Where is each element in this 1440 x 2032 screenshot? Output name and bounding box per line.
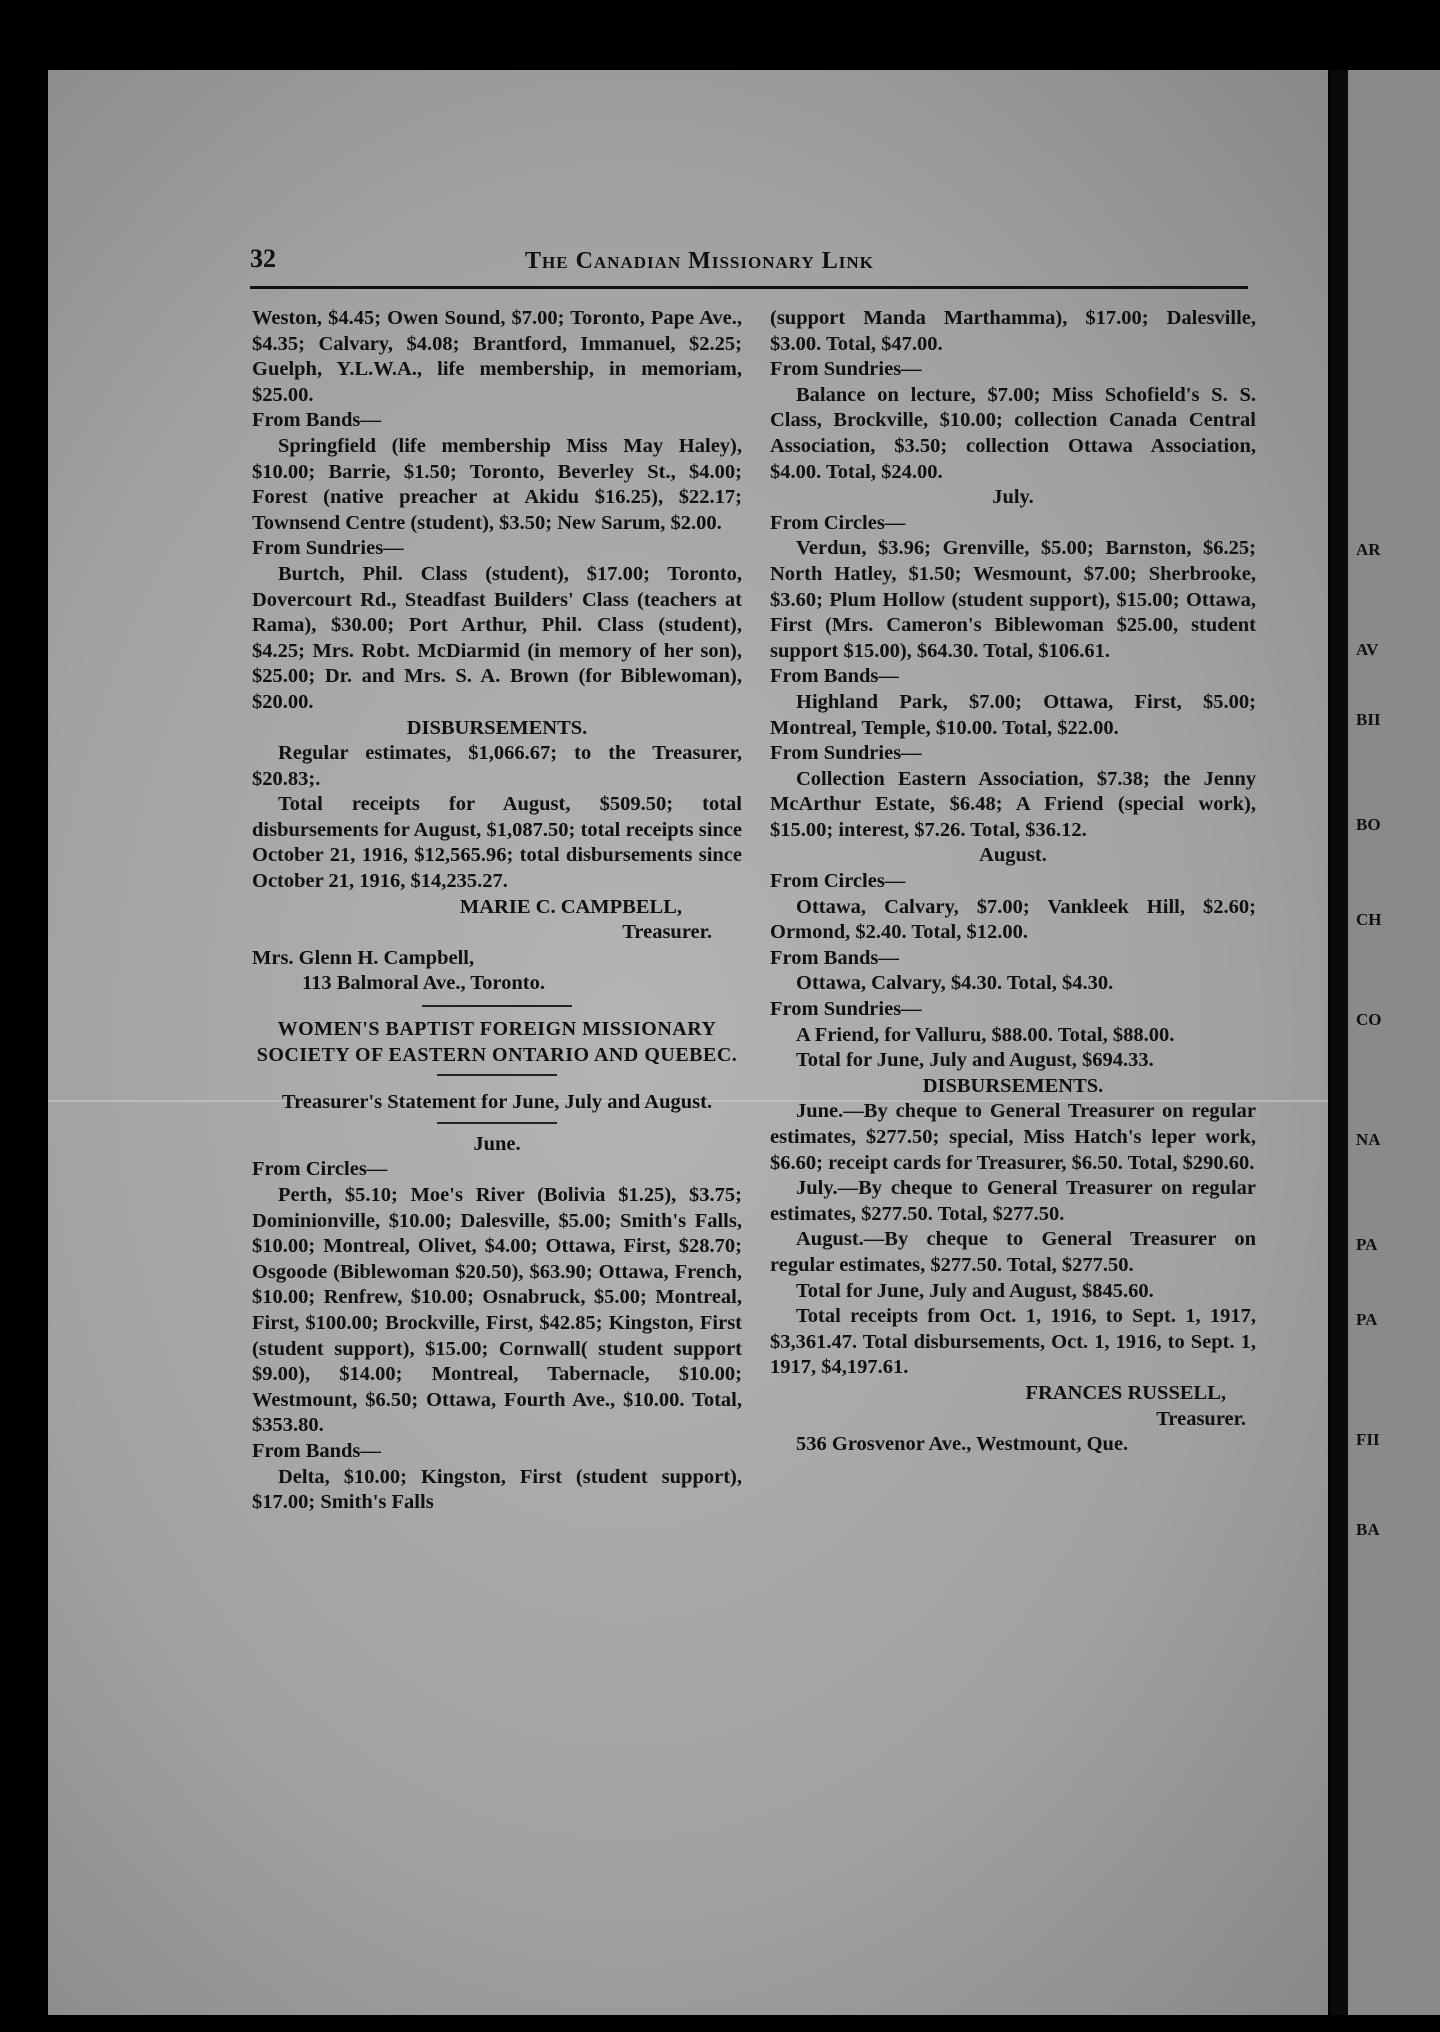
address-line: 536 Grosvenor Ave., Westmount, Que.: [796, 1433, 1129, 1456]
divider: [437, 1074, 557, 1076]
left-column: [252, 306, 742, 1516]
next-page-fragment: BA: [1356, 1520, 1380, 1539]
paragraph: Delta, $10.00; Kingston, First (student support), $17.00; Smith's Falls: [252, 1465, 742, 1514]
divider: [437, 1122, 557, 1124]
running-title: The Canadian Missionary Link: [525, 248, 874, 274]
paragraph: Total receipts from Oct. 1, 1916, to Sept. 1, 1917, $3,361.47. Total disbursements, Oct. 1, 1916, to Sept. 1, 1917, $4,197.61.: [770, 1305, 1256, 1379]
section-heading: From Bands—: [770, 665, 899, 688]
paragraph: Burtch, Phil. Class (student), $17.00; Toronto, Dovercourt Rd., Steadfast Builders' Class (teachers at Rama), $30.00; Port Arthur, Phil. Class (student), $4.25; Mrs. Robt. McDiarmid (in memory of her son), $25.00; Dr. and Mrs. S. A. Brown (for Biblewoman), $20.00.: [252, 562, 742, 713]
section-heading: DISBURSEMENTS.: [922, 1074, 1104, 1097]
paragraph: [770, 1176, 1256, 1227]
month-label: August.: [796, 1228, 864, 1251]
header-rule: [250, 286, 1248, 289]
month-label: June.: [796, 1100, 844, 1123]
paragraph: (support Manda Marthamma), $17.00; Dalesville, $3.00. Total, $47.00.: [770, 307, 1256, 355]
page-header: [250, 244, 1245, 286]
paragraph: Ottawa, Calvary, $4.30. Total, $4.30.: [796, 972, 1114, 995]
adjacent-page-edge: [1348, 70, 1440, 2015]
next-page-fragment: CO: [1356, 1010, 1382, 1029]
next-page-fragment: PA: [1356, 1310, 1378, 1329]
section-heading: From Sundries—: [770, 742, 922, 765]
paragraph: Verdun, $3.96; Grenville, $5.00; Barnston, $6.25; North Hatley, $1.50; Wesmount, $7.00; Sherbrooke, $3.60; Plum Hollow (student support), $15.00; Ottawa, First (Mrs. Cameron's Biblewoman $25.00, student support $15.00), $64.30. Total, $106.61.: [770, 537, 1256, 662]
section-heading: From Bands—: [252, 1439, 381, 1462]
section-heading: From Circles—: [770, 870, 906, 893]
page-gutter: [1330, 70, 1348, 2015]
signature-name: FRANCES RUSSELL,: [1025, 1381, 1226, 1404]
next-page-fragment: PA: [1356, 1235, 1378, 1254]
month-heading: July.: [992, 486, 1034, 509]
paragraph: Total for June, July and August, $694.33.: [796, 1049, 1154, 1072]
paragraph: Balance on lecture, $7.00; Miss Schofield's S. S. Class, Brockville, $10.00; collection Canada Central Association, $3.50; collection Ottawa Association, $4.00. Total, $24.00.: [770, 383, 1256, 483]
society-title: WOMEN'S BAPTIST FOREIGN MISSIONARY SOCIETY OF EASTERN ONTARIO AND QUEBEC.: [256, 1018, 738, 1066]
address-line: Mrs. Glenn H. Campbell,: [252, 946, 475, 969]
paragraph: Ottawa, Calvary, $7.00; Vankleek Hill, $2.60; Ormond, $2.40. Total, $12.00.: [770, 895, 1256, 944]
month-heading: June.: [473, 1132, 521, 1155]
right-column: [770, 306, 1256, 1458]
paragraph: Collection Eastern Association, $7.38; the Jenny McArthur Estate, $6.48; A Friend (special work), $15.00; interest, $7.26. Total, $36.12.: [770, 767, 1256, 841]
section-heading: From Sundries—: [252, 537, 404, 560]
section-heading: From Sundries—: [770, 998, 922, 1021]
section-heading: From Bands—: [252, 409, 381, 432]
next-page-fragment: FII: [1356, 1430, 1380, 1449]
next-page-fragment: NA: [1356, 1130, 1381, 1149]
section-heading: From Circles—: [252, 1158, 388, 1181]
paragraph: [770, 1227, 1256, 1278]
paragraph: Total for June, July and August, $845.60.: [796, 1279, 1154, 1302]
divider: [422, 1005, 572, 1007]
paragraph: Highland Park, $7.00; Ottawa, First, $5.00; Montreal, Temple, $10.00. Total, $22.00.: [770, 690, 1256, 739]
signature-title: Treasurer.: [1156, 1407, 1246, 1430]
section-heading: From Bands—: [770, 946, 899, 969]
section-heading: DISBURSEMENTS.: [406, 716, 588, 739]
next-page-fragment: BII: [1356, 710, 1381, 729]
next-page-fragment: BO: [1356, 815, 1381, 834]
paragraph: [770, 1099, 1256, 1176]
next-page-fragment: AR: [1356, 540, 1381, 559]
paragraph: Springfield (life membership Miss May Haley), $10.00; Barrie, $1.50; Toronto, Beverley St., $4.00; Forest (native preacher at Akidu $16.25), $22.17; Townsend Centre (student), $3.50; New Sarum, $2.00.: [252, 434, 742, 534]
section-heading: From Circles—: [770, 511, 906, 534]
signature-title: Treasurer.: [622, 921, 712, 944]
paragraph: Perth, $5.10; Moe's River (Bolivia $1.25), $3.75; Dominionville, $10.00; Dalesville, $5.00; Smith's Falls, $10.00; Montreal, Olivet, $4.00; Ottawa, First, $28.70; Osgoode (Biblewoman $20.50), $63.90; Ottawa, French, $10.00; Renfrew, $10.00; Osnabruck, $5.00; Montreal, First, $100.00; Brockville, First, $42.85; Kingston, First (student support), $15.00; Cornwall( student support $9.00), $14.00; Montreal, Tabernacle, $10.00; Westmount, $6.50; Ottawa, Fourth Ave., $10.00. Total, $353.80.: [252, 1184, 742, 1437]
paragraph: Weston, $4.45; Owen Sound, $7.00; Toronto, Pape Ave., $4.35; Calvary, $4.08; Brantford, Immanuel, $2.25; Guelph, Y.L.W.A., life membership, in memoriam, $25.00.: [252, 307, 742, 406]
paragraph: Total receipts for August, $509.50; total disbursements for August, $1,087.50; total receipts since October 21, 1916, $12,565.96; total disbursements since October 21, 1916, $14,235.27.: [252, 793, 742, 893]
paragraph-text: —By cheque to General Treasurer on regular estimates, $277.50. Total, $277.50.: [770, 1228, 1256, 1276]
paragraph: A Friend, for Valluru, $88.00. Total, $88.00.: [796, 1023, 1175, 1046]
signature-name: MARIE C. CAMPBELL,: [459, 895, 682, 918]
paragraph: Regular estimates, $1,066.67; to the Treasurer, $20.83;.: [252, 742, 742, 790]
address-line: 113 Balmoral Ave., Toronto.: [302, 972, 545, 995]
next-page-fragment: AV: [1356, 640, 1379, 659]
section-heading: From Sundries—: [770, 358, 922, 381]
month-heading: August.: [979, 844, 1047, 867]
paragraph-text: —By cheque to General Treasurer on regular estimates, $277.50. Total, $277.50.: [770, 1177, 1256, 1225]
month-label: July.: [796, 1177, 838, 1200]
next-page-fragment: CH: [1356, 910, 1382, 929]
paragraph-text: —By cheque to General Treasurer on regular estimates, $277.50; special, Miss Hatch's leper work, $6.60; receipt cards for Treasurer, $6.50. Total, $290.60.: [770, 1100, 1256, 1174]
page-number: 32: [250, 244, 276, 273]
statement-title: Treasurer's Statement for June, July and August.: [281, 1091, 713, 1114]
